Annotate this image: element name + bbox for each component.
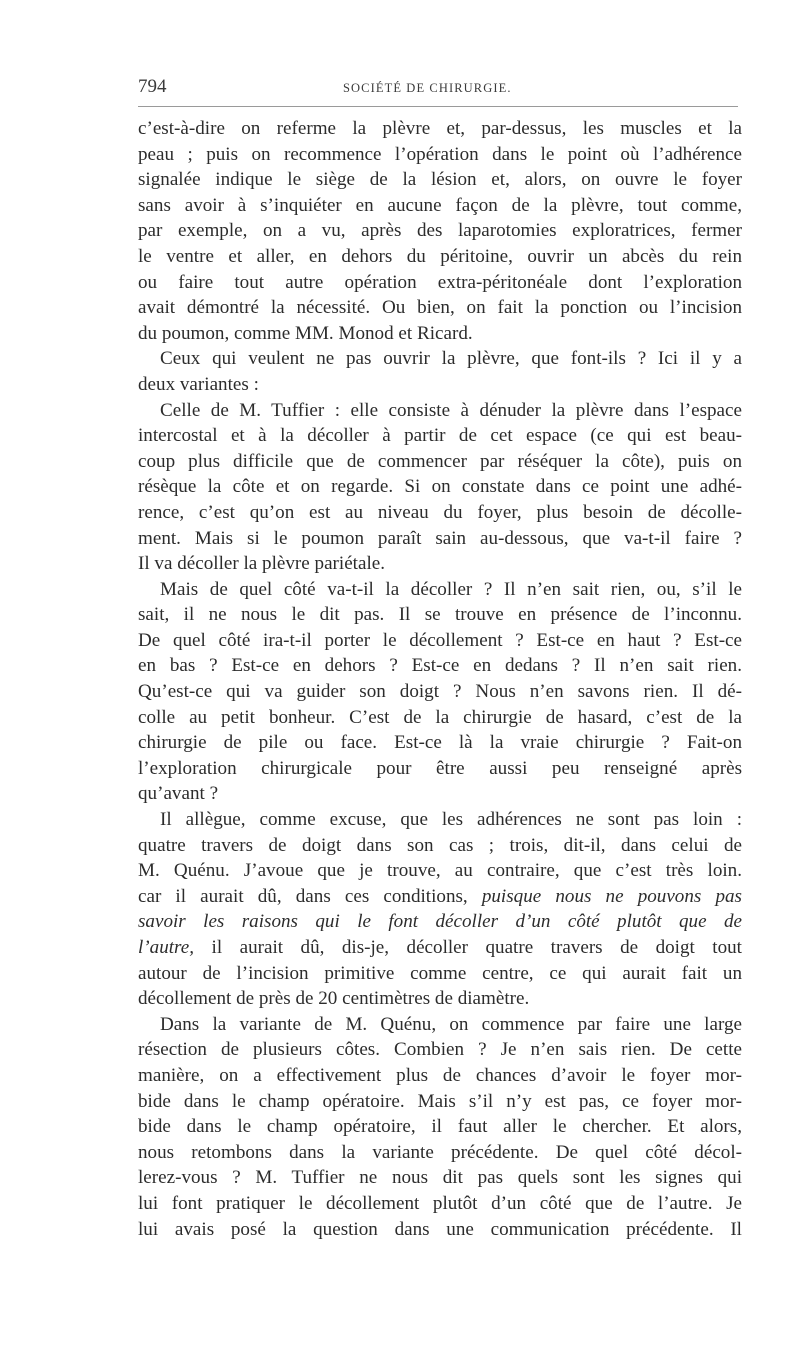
text-line: avait démontré la nécessité. Ou bien, on fait la ponction ou l’incision xyxy=(138,297,742,319)
text-line: ment. Mais si le poumon paraît sain au-dessous, que va-t-il faire ? xyxy=(138,527,742,549)
body-text xyxy=(138,116,742,1242)
italic-text: l’autre, xyxy=(138,937,195,958)
paragraph xyxy=(138,116,742,346)
text-line: signalée indique le siège de la lésion et, alors, on ouvre le foyer xyxy=(138,169,742,191)
text-line: lui avais posé la question dans une communication précédente. Il xyxy=(138,1218,742,1240)
text-line: du poumon, comme MM. Monod et Ricard. xyxy=(138,322,473,344)
paragraph xyxy=(138,577,742,807)
italic-text-line: savoir les raisons qui le font décoller d’un côté plutôt que de xyxy=(138,911,742,933)
text-segment: car il aurait dû, dans ces conditions, xyxy=(138,885,468,907)
text-line: par exemple, on a vu, après des laparotomies exploratrices, fermer xyxy=(138,220,742,242)
paragraph xyxy=(138,398,742,577)
text-line: quatre travers de doigt dans son cas ; trois, dit-il, dans celui de xyxy=(138,834,742,856)
text-line: deux variantes : xyxy=(138,373,259,395)
text-line: nous retombons dans la variante précédente. De quel côté décol- xyxy=(138,1141,742,1163)
text-line: l’exploration chirurgicale pour être aussi peu renseigné après xyxy=(138,757,742,779)
text-line: Ceux qui veulent ne pas ouvrir la plèvre, que font-ils ? Ici il y a xyxy=(160,348,742,370)
text-line: manière, on a effectivement plus de chances d’avoir le foyer mor- xyxy=(138,1064,742,1086)
text-line xyxy=(138,884,742,910)
text-line: autour de l’incision primitive comme centre, ce qui aurait fait un xyxy=(138,962,742,984)
text-line: sait, il ne nous le dit pas. Il se trouve en présence de l’inconnu. xyxy=(138,604,742,626)
text-segment: il aurait dû, dis-je, décoller quatre travers de doigt tout xyxy=(194,937,742,958)
text-line: coup plus difficile que de commencer par réséquer la côte), puis on xyxy=(138,450,742,472)
text-line: De quel côté ira-t-il porter le décollement ? Est-ce en haut ? Est-ce xyxy=(138,629,742,651)
text-line: chirurgie de pile ou face. Est-ce là la vraie chirurgie ? Fait-on xyxy=(138,732,742,754)
text-line: Dans la variante de M. Quénu, on commence par faire une large xyxy=(160,1013,742,1035)
paragraph xyxy=(138,1012,742,1242)
text-line: bide dans le champ opératoire. Mais s’il n’y est pas, ce foyer mor- xyxy=(138,1090,742,1112)
header-rule xyxy=(138,106,738,107)
page-header xyxy=(138,72,738,98)
page-number: 794 xyxy=(138,76,167,97)
text-line: intercostal et à la décoller à partir de cet espace (ce qui est beau- xyxy=(138,425,742,447)
text-line: c’est-à-dire on referme la plèvre et, par-dessus, les muscles et la xyxy=(138,118,742,139)
text-line: résèque la côte et on regarde. Si on constate dans ce point une adhé- xyxy=(138,476,742,498)
text-line: bide dans le champ opératoire, il faut aller le chercher. Et alors, xyxy=(138,1116,742,1138)
text-line: M. Quénu. J’avoue que je trouve, au contraire, que c’est très loin. xyxy=(138,860,742,882)
text-line: en bas ? Est-ce en dehors ? Est-ce en dedans ? Il n’en sait rien. xyxy=(138,655,742,677)
italic-text: puisque nous ne pouvons pas xyxy=(481,885,742,907)
text-line: Qu’est-ce qui va guider son doigt ? Nous n’en savons rien. Il dé- xyxy=(138,681,742,703)
paragraph xyxy=(138,346,742,397)
text-line: Il va décoller la plèvre pariétale. xyxy=(138,553,386,575)
text-line: sans avoir à s’inquiéter en aucune façon de la plèvre, tout comme, xyxy=(138,194,742,216)
text-line: décollement de près de 20 centimètres de diamètre. xyxy=(138,988,530,1010)
text-line: rence, c’est qu’on est au niveau du foyer, plus besoin de décolle- xyxy=(138,501,742,523)
text-line: Il allègue, comme excuse, que les adhérences ne sont pas loin : xyxy=(160,809,742,831)
running-head: SOCIÉTÉ DE CHIRURGIE. xyxy=(343,81,512,95)
text-line xyxy=(138,935,742,961)
text-line: ou faire tout autre opération extra-péritonéale dont l’exploration xyxy=(138,271,742,293)
text-line: Celle de M. Tuffier : elle consiste à dénuder la plèvre dans l’espace xyxy=(160,399,742,421)
text-line: colle au petit bonheur. C’est de la chirurgie de hasard, c’est de la xyxy=(138,706,742,728)
text-line: lui font pratiquer le décollement plutôt d’un côté que de l’autre. Je xyxy=(138,1192,742,1214)
paragraph xyxy=(138,807,742,1012)
text-line: lerez-vous ? M. Tuffier ne nous dit pas quels sont les signes qui xyxy=(138,1167,742,1189)
text-line: Mais de quel côté va-t-il la décoller ? Il n’en sait rien, ou, s’il le xyxy=(160,578,742,600)
text-line: résection de plusieurs côtes. Combien ? Je n’en sais rien. De cette xyxy=(138,1039,742,1061)
text-line: qu’avant ? xyxy=(138,783,219,805)
text-line: peau ; puis on recommence l’opération dans le point où l’adhérence xyxy=(138,143,742,165)
text-line: le ventre et aller, en dehors du péritoine, ouvrir un abcès du rein xyxy=(138,245,742,267)
